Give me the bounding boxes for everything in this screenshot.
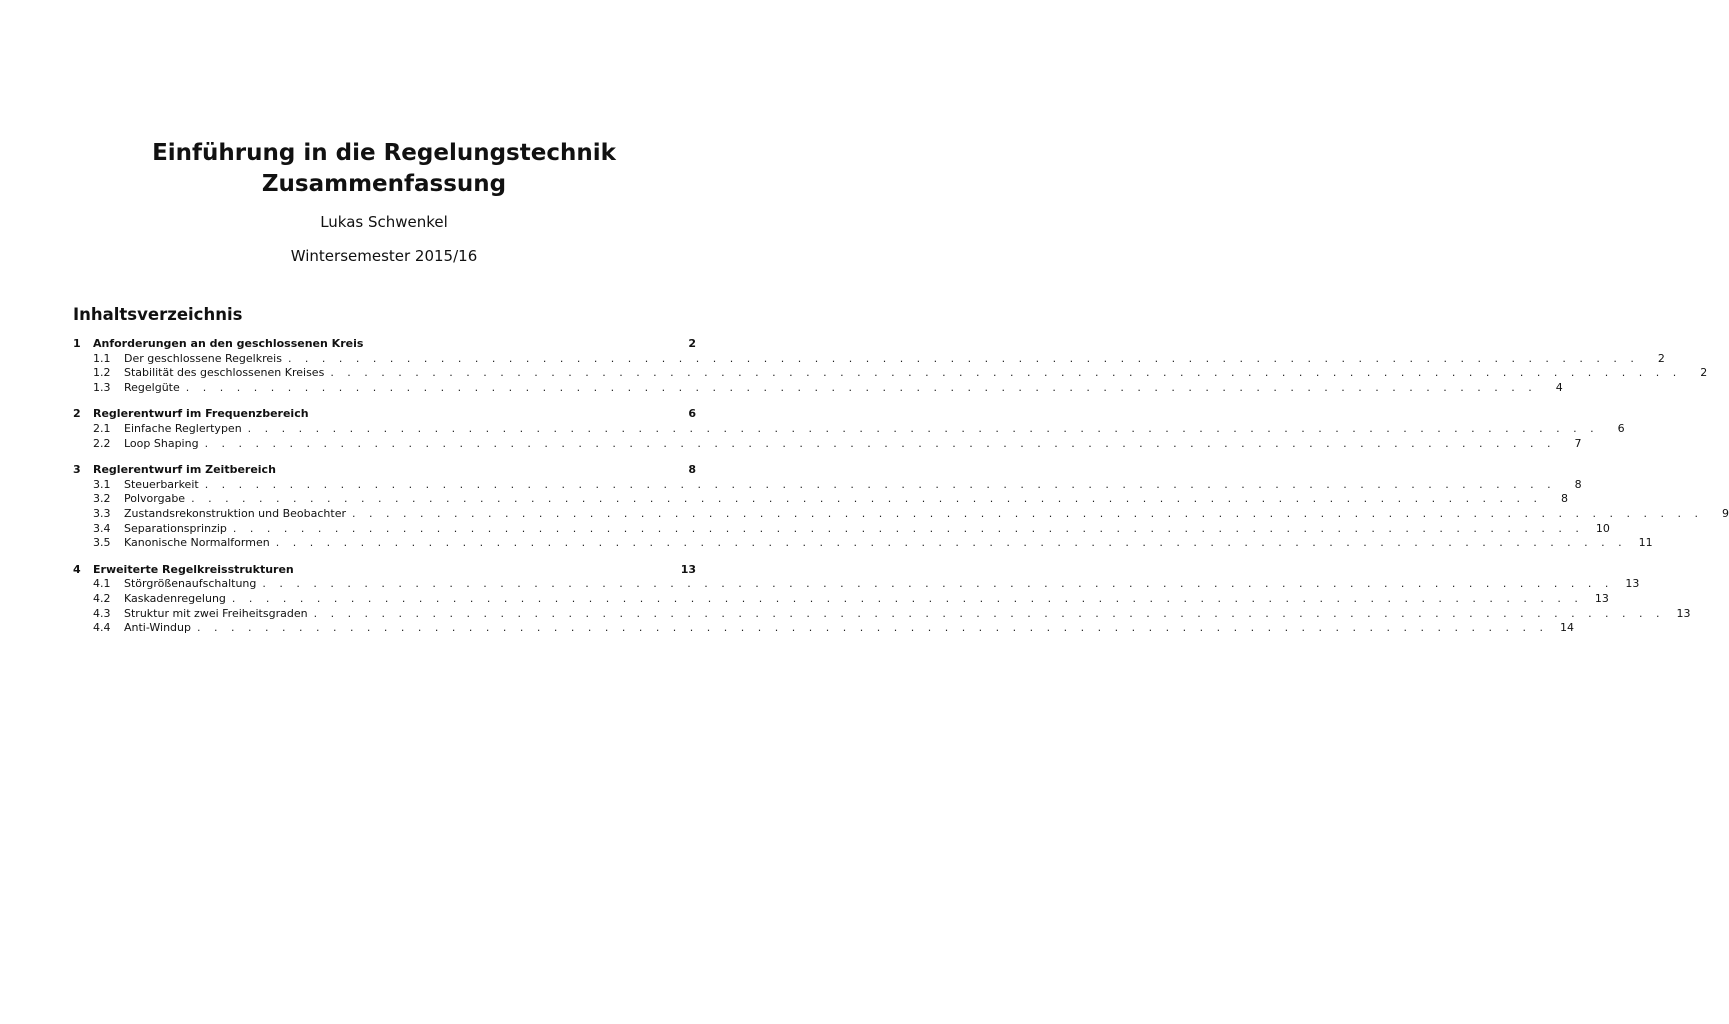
- toc-subsection-title: Stabilität des geschlossenen Kreises: [124, 366, 325, 380]
- toc-subsection-entry[interactable]: [73, 577, 1640, 592]
- toc-dot-leader: . . . . . . . . . . . . . . . . . . . . . . . . . . . . . . . . . . . . . . . . . . . . . . . . . . . . . . . . . . . . . . . . . . . . . . . . . . . . . . . .: [275, 536, 1627, 550]
- toc-subsection-title: Loop Shaping: [124, 436, 199, 450]
- toc-subsection-entry[interactable]: [73, 366, 1708, 381]
- toc-page-number: 8: [1574, 477, 1582, 491]
- toc-subsection-entry[interactable]: [73, 421, 1625, 437]
- toc-subsection-title: Zustandsrekonstruktion und Beobachter: [124, 506, 346, 520]
- toc-subsection-number: 2.1: [93, 421, 111, 435]
- toc-subsection-title: Struktur mit zwei Freiheitsgraden: [124, 606, 308, 620]
- toc-subsection-entry[interactable]: [73, 436, 1582, 452]
- toc-subsection-title: Kaskadenregelung: [124, 591, 226, 605]
- toc-subsection-number: 4.2: [93, 591, 111, 605]
- toc-subsection-title: Regelgüte: [124, 380, 180, 394]
- toc-section-entry[interactable]: [73, 563, 696, 578]
- toc-page-number: 10: [1595, 521, 1610, 535]
- toc-dot-leader: . . . . . . . . . . . . . . . . . . . . . . . . . . . . . . . . . . . . . . . . . . . . . . . . . . . . . . . . . . . . . . . . . . . . . . . . . . . . . . . .: [247, 421, 1599, 435]
- toc-section-entry[interactable]: [73, 407, 696, 422]
- toc-subsection-title: Steuerbarkeit: [124, 477, 199, 491]
- toc-section: [73, 562, 1691, 636]
- toc-dot-leader: . . . . . . . . . . . . . . . . . . . . . . . . . . . . . . . . . . . . . . . . . . . . . . . . . . . . . . . . . . . . . . . . . . . . . . . . . . . . . . . .: [287, 351, 1639, 365]
- toc-subsection-entry[interactable]: [73, 536, 1653, 551]
- toc-section-title: Reglerentwurf im Frequenzbereich: [93, 407, 309, 421]
- toc-subsection-entry[interactable]: [73, 591, 1609, 607]
- toc-dot-leader: . . . . . . . . . . . . . . . . . . . . . . . . . . . . . . . . . . . . . . . . . . . . . . . . . . . . . . . . . . . . . . . . . . . . . . . . . . . . . . . .: [185, 380, 1537, 394]
- toc-subsection-number: 1.1: [93, 351, 111, 365]
- toc-dot-leader: . . . . . . . . . . . . . . . . . . . . . . . . . . . . . . . . . . . . . . . . . . . . . . . . . . . . . . . . . . . . . . . . . . . . . . . . . . . . . . . .: [330, 366, 1682, 380]
- toc-subsection-entry[interactable]: [73, 351, 1665, 367]
- toc-subsection-number: 3.2: [93, 492, 111, 506]
- toc-dot-leader: . . . . . . . . . . . . . . . . . . . . . . . . . . . . . . . . . . . . . . . . . . . . . . . . . . . . . . . . . . . . . . . . . . . . . . . . . . . . . . . .: [204, 477, 1556, 491]
- toc-subsection-entry[interactable]: [73, 521, 1610, 537]
- toc-subsection-entry[interactable]: [73, 477, 1582, 493]
- toc-subsection-number: 4.1: [93, 577, 111, 591]
- toc-dot-leader: . . . . . . . . . . . . . . . . . . . . . . . . . . . . . . . . . . . . . . . . . . . . . . . . . . . . . . . . . . . . . . . . . . . . . . . . . . . . . . . .: [313, 606, 1665, 620]
- toc-page-number: 11: [1638, 536, 1653, 550]
- toc-subsection-title: Kanonische Normalformen: [124, 536, 270, 550]
- document-subtitle: Zusammenfassung: [261, 171, 507, 197]
- toc-dot-leader: . . . . . . . . . . . . . . . . . . . . . . . . . . . . . . . . . . . . . . . . . . . . . . . . . . . . . . . . . . . . . . . . . . . . . . . . . . . . . . . .: [352, 506, 1703, 520]
- document-title: Einführung in die Regelungstechnik: [152, 140, 616, 166]
- toc-section: [73, 337, 1708, 395]
- toc-section-entry[interactable]: [73, 463, 696, 478]
- toc-section-number: 1: [73, 337, 81, 350]
- toc-subsection-number: 3.3: [93, 506, 111, 520]
- toc-page-number: 4: [1555, 380, 1563, 394]
- toc-section: [73, 407, 1625, 451]
- toc-page-number: 8: [688, 463, 696, 477]
- toc-section-entry[interactable]: [73, 337, 696, 352]
- toc-page-number: 6: [688, 407, 696, 421]
- toc-page-number: 2: [1657, 351, 1665, 365]
- toc-page-number: 2: [1700, 366, 1708, 380]
- toc-subsection-number: 2.2: [93, 436, 111, 450]
- table-of-contents: [73, 337, 1729, 648]
- toc-page-number: 13: [680, 562, 696, 576]
- toc-dot-leader: . . . . . . . . . . . . . . . . . . . . . . . . . . . . . . . . . . . . . . . . . . . . . . . . . . . . . . . . . . . . . . . . . . . . . . . . . . . . . . . .: [232, 521, 1584, 535]
- toc-subsection-title: Anti-Windup: [124, 621, 191, 635]
- toc-subsection-title: Der geschlossene Regelkreis: [124, 351, 282, 365]
- toc-subsection-number: 4.4: [93, 621, 111, 635]
- toc-section-number: 2: [73, 407, 81, 421]
- toc-page-number: 13: [1625, 577, 1640, 591]
- toc-subsection-entry[interactable]: [73, 606, 1691, 622]
- semester-label: Wintersemester 2015/16: [290, 247, 478, 265]
- toc-subsection-entry[interactable]: [73, 492, 1569, 507]
- toc-subsection-title: Störgrößenaufschaltung: [124, 577, 257, 591]
- toc-subsection-number: 1.2: [93, 366, 111, 380]
- toc-dot-leader: . . . . . . . . . . . . . . . . . . . . . . . . . . . . . . . . . . . . . . . . . . . . . . . . . . . . . . . . . . . . . . . . . . . . . . . . . . . . . . . .: [262, 577, 1614, 591]
- toc-subsection-number: 4.3: [93, 606, 111, 620]
- toc-dot-leader: . . . . . . . . . . . . . . . . . . . . . . . . . . . . . . . . . . . . . . . . . . . . . . . . . . . . . . . . . . . . . . . . . . . . . . . . . . . . . . . .: [191, 492, 1543, 506]
- toc-page-number: 6: [1617, 421, 1625, 435]
- toc-subsection-entry[interactable]: [73, 380, 1563, 396]
- toc-heading: Inhaltsverzeichnis: [73, 305, 243, 324]
- toc-subsection-entry[interactable]: [73, 621, 1574, 636]
- toc-page-number: 13: [1594, 591, 1609, 605]
- toc-section-number: 4: [73, 562, 81, 576]
- toc-page-number: 8: [1561, 492, 1569, 506]
- author-name: Lukas Schwenkel: [320, 213, 448, 231]
- toc-subsection-number: 3.1: [93, 477, 111, 491]
- toc-dot-leader: . . . . . . . . . . . . . . . . . . . . . . . . . . . . . . . . . . . . . . . . . . . . . . . . . . . . . . . . . . . . . . . . . . . . . . . . . . . . . . . .: [231, 591, 1583, 605]
- toc-section-title: Erweiterte Regelkreisstrukturen: [93, 562, 294, 576]
- toc-section-title: Reglerentwurf im Zeitbereich: [93, 463, 276, 477]
- toc-dot-leader: . . . . . . . . . . . . . . . . . . . . . . . . . . . . . . . . . . . . . . . . . . . . . . . . . . . . . . . . . . . . . . . . . . . . . . . . . . . . . . . .: [204, 436, 1556, 450]
- toc-page-number: 7: [1574, 436, 1582, 450]
- toc-page-number: 13: [1676, 606, 1691, 620]
- toc-subsection-number: 3.5: [93, 536, 111, 550]
- toc-section: [73, 463, 1729, 551]
- toc-section-title: Anforderungen an den geschlossenen Kreis: [93, 337, 364, 350]
- toc-page-number: 9: [1721, 506, 1729, 520]
- toc-subsection-number: 1.3: [93, 380, 111, 394]
- toc-dot-leader: . . . . . . . . . . . . . . . . . . . . . . . . . . . . . . . . . . . . . . . . . . . . . . . . . . . . . . . . . . . . . . . . . . . . . . . . . . . . . . . .: [197, 621, 1548, 635]
- toc-subsection-title: Separationsprinzip: [124, 521, 227, 535]
- toc-page-number: 2: [688, 337, 696, 350]
- toc-page-number: 14: [1559, 621, 1574, 635]
- toc-subsection-title: Einfache Reglertypen: [124, 421, 242, 435]
- toc-subsection-title: Polvorgabe: [124, 492, 186, 506]
- toc-subsection-entry[interactable]: [73, 506, 1729, 522]
- toc-section-number: 3: [73, 463, 81, 477]
- toc-subsection-number: 3.4: [93, 521, 111, 535]
